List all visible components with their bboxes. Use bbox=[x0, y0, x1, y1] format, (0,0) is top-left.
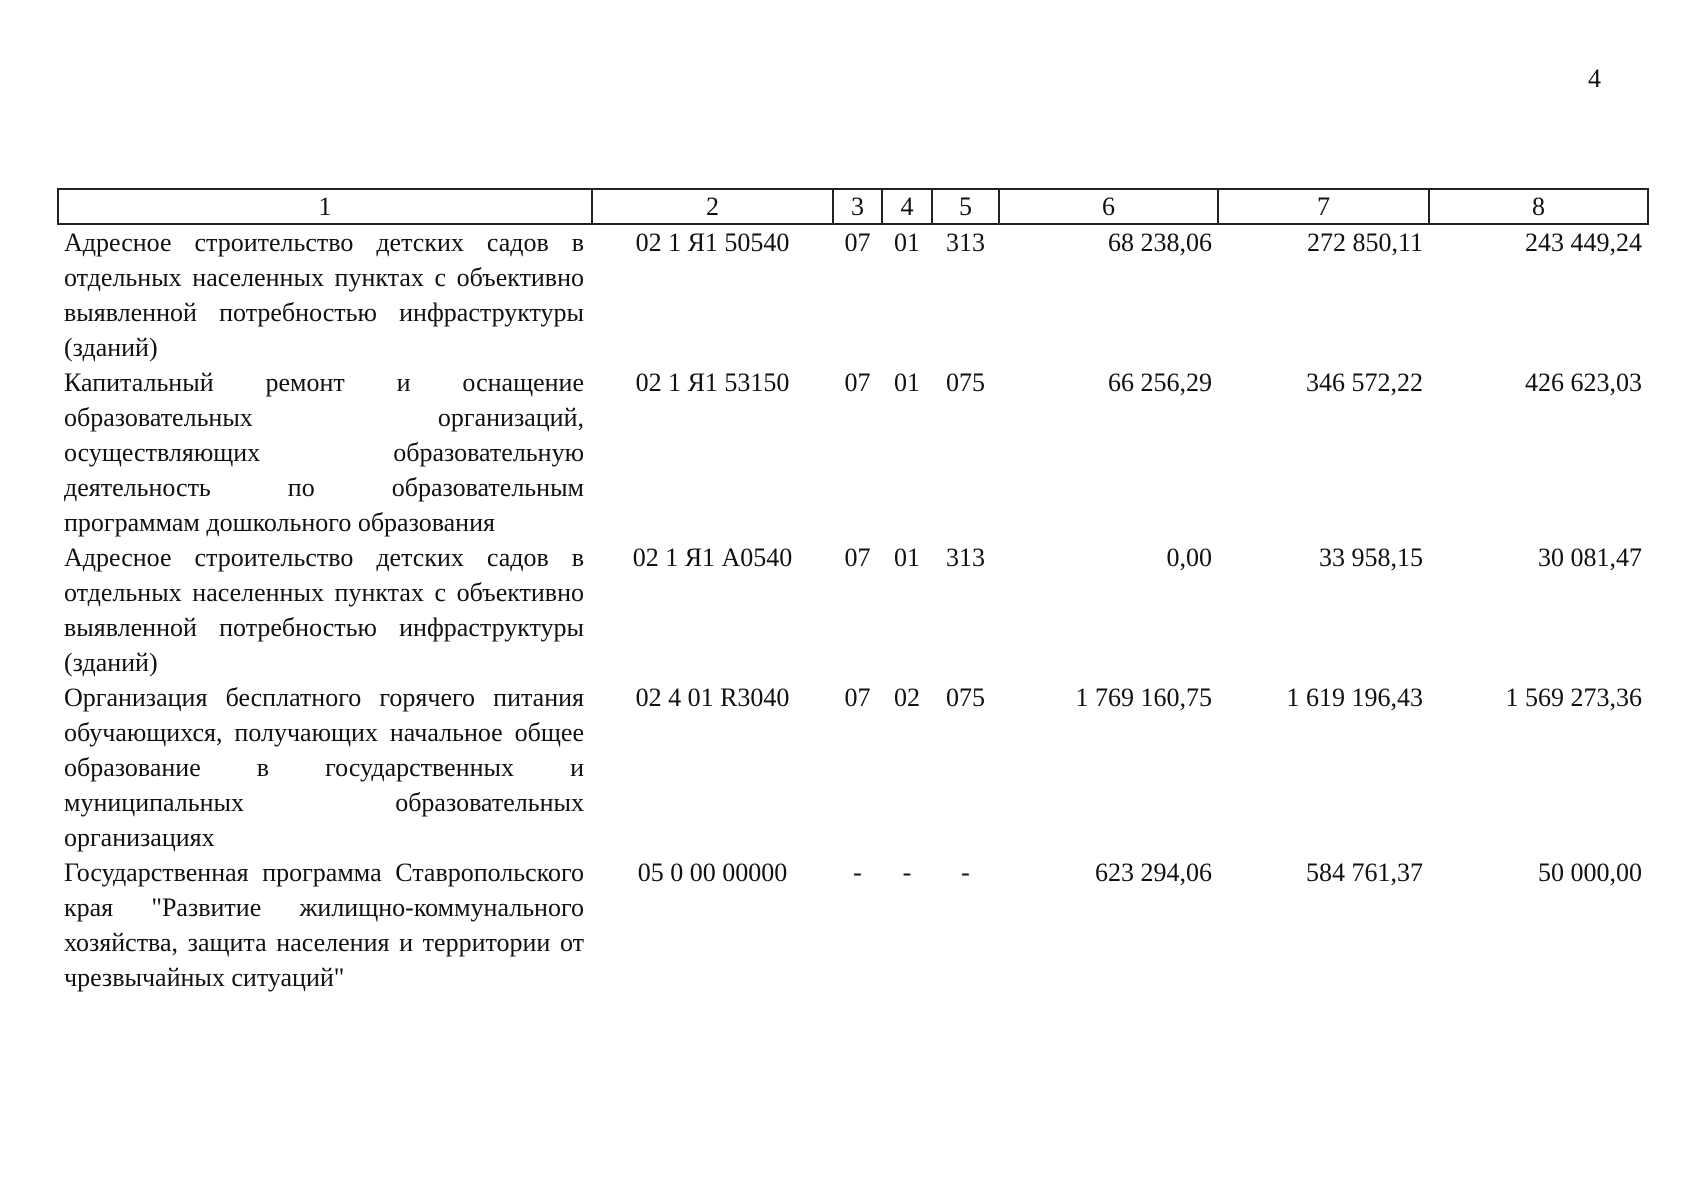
row-code-cell: 02 1 Я1 50540 bbox=[635, 228, 790, 257]
table-row bbox=[58, 680, 1648, 855]
row-type-cell: 075 bbox=[946, 368, 985, 397]
row-subsection-cell: - bbox=[902, 858, 912, 887]
row-amount-6-cell: 0,00 bbox=[1166, 543, 1212, 572]
row-name-cell: Капитальный ремонт и оснащение образовательных организаций, осуществляющих образовательную деятельность по образовательным программам дошкольного образования bbox=[64, 368, 584, 537]
table-header-row bbox=[58, 189, 1648, 224]
table-row bbox=[58, 224, 1648, 365]
column-header-1: 1 bbox=[58, 189, 592, 224]
row-amount-7-cell: 33 958,15 bbox=[1319, 543, 1423, 572]
row-subsection-cell: 01 bbox=[894, 228, 920, 257]
table-row bbox=[58, 365, 1648, 540]
row-code-cell: 02 1 Я1 А0540 bbox=[632, 543, 793, 572]
row-section-cell: 07 bbox=[844, 228, 871, 257]
column-header-3: 3 bbox=[833, 189, 882, 224]
row-name-cell: Государственная программа Ставропольского края "Развитие жилищно-коммунального хозяйства, защита населения и территории от чрезвычайных ситуаций" bbox=[64, 858, 584, 992]
row-amount-6-cell: 66 256,29 bbox=[1108, 368, 1212, 397]
table-row bbox=[58, 855, 1648, 995]
row-code-cell: 05 0 00 00000 bbox=[637, 858, 788, 887]
row-subsection-cell: 01 bbox=[894, 368, 920, 397]
table-row bbox=[58, 540, 1648, 680]
row-subsection-cell: 02 bbox=[894, 683, 920, 712]
column-header-6: 6 bbox=[999, 189, 1218, 224]
row-type-cell: 313 bbox=[946, 543, 985, 572]
row-amount-8-cell: 30 081,47 bbox=[1538, 543, 1642, 572]
row-amount-6-cell: 623 294,06 bbox=[1095, 858, 1212, 887]
column-header-4: 4 bbox=[882, 189, 932, 224]
row-amount-6-cell: 68 238,06 bbox=[1108, 228, 1212, 257]
row-name-cell: Организация бесплатного горячего питания обучающихся, получающих начальное общее образование в государственных и муниципальных образовательных организациях bbox=[64, 683, 584, 852]
row-amount-7-cell: 584 761,37 bbox=[1306, 858, 1423, 887]
row-section-cell: 07 bbox=[844, 543, 871, 572]
row-section-cell: - bbox=[853, 858, 862, 887]
column-header-5: 5 bbox=[932, 189, 999, 224]
row-code-cell: 02 1 Я1 53150 bbox=[635, 368, 790, 397]
row-amount-8-cell: 50 000,00 bbox=[1538, 858, 1642, 887]
page-number: 4 bbox=[1588, 64, 1601, 93]
row-amount-7-cell: 346 572,22 bbox=[1306, 368, 1423, 397]
row-section-cell: 07 bbox=[844, 368, 871, 397]
column-header-2: 2 bbox=[592, 189, 833, 224]
row-name-cell: Адресное строительство детских садов в отдельных населенных пунктах с объективно выявленной потребностью инфраструктуры (зданий) bbox=[64, 543, 584, 677]
column-header-7: 7 bbox=[1218, 189, 1429, 224]
row-name-cell: Адресное строительство детских садов в отдельных населенных пунктах с объективно выявленной потребностью инфраструктуры (зданий) bbox=[64, 228, 584, 362]
row-section-cell: 07 bbox=[844, 683, 871, 712]
row-amount-8-cell: 426 623,03 bbox=[1525, 368, 1642, 397]
row-subsection-cell: 01 bbox=[894, 543, 920, 572]
row-amount-7-cell: 1 619 196,43 bbox=[1286, 683, 1423, 712]
row-amount-6-cell: 1 769 160,75 bbox=[1075, 683, 1212, 712]
budget-table bbox=[57, 188, 1649, 995]
row-amount-7-cell: 272 850,11 bbox=[1306, 228, 1423, 257]
row-code-cell: 02 4 01 R3040 bbox=[635, 683, 790, 712]
row-type-cell: 313 bbox=[946, 228, 985, 257]
row-amount-8-cell: 1 569 273,36 bbox=[1505, 683, 1642, 712]
row-type-cell: - bbox=[961, 858, 970, 887]
row-type-cell: 075 bbox=[946, 683, 985, 712]
row-amount-8-cell: 243 449,24 bbox=[1525, 228, 1642, 257]
column-header-8: 8 bbox=[1429, 189, 1648, 224]
